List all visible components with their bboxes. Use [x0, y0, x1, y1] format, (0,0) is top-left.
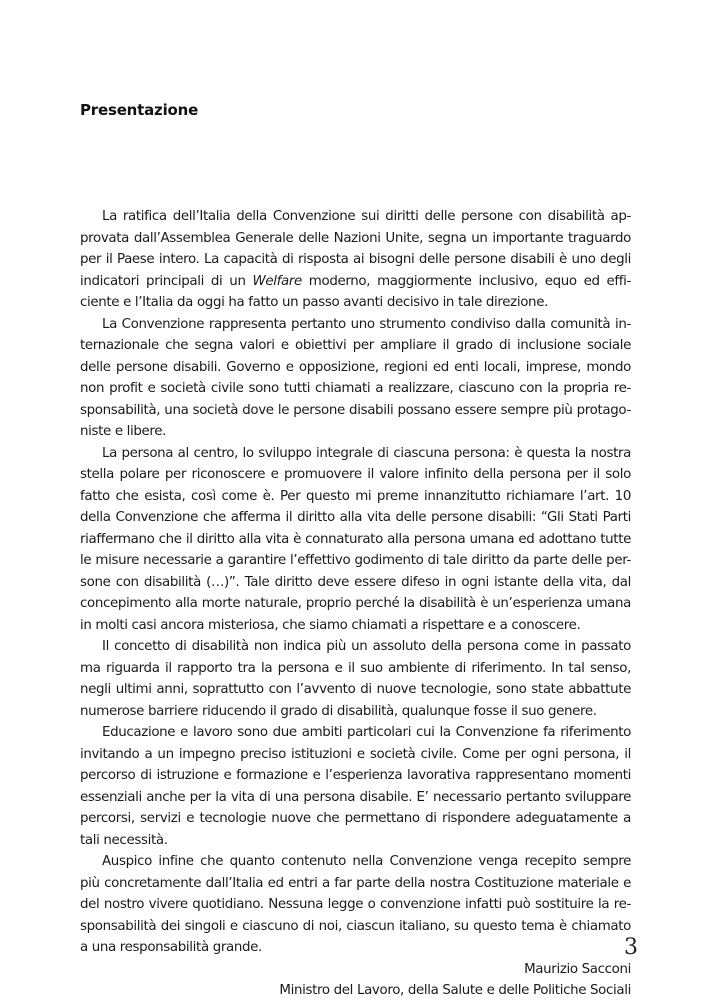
text-line: concepimento alla morte naturale, proprio perché la disabilità è un’esperienza umana — [80, 596, 631, 611]
text-line: più concretamente dall’Italia ed entri a far parte della nostra Costituzione materiale e — [80, 875, 631, 891]
text-line: sponsabilità dei singoli e ciascuno di noi, ciascun italiano, su questo tema è chiamato — [80, 918, 631, 934]
signature-role: Ministro del Lavoro, della Salute e delle Politiche Sociali — [279, 983, 631, 998]
italic-term: Welfare — [252, 273, 302, 289]
page-number: 3 — [624, 935, 638, 960]
text-line: sponsabilità, una società dove le persone disabili possano essere sempre più protago- — [80, 402, 631, 418]
page-title: Presentazione — [80, 101, 199, 119]
text-line: del nostro vivere quotidiano. Nessuna legge o convenzione infatti può sostituire la re- — [80, 897, 631, 912]
paragraph-6 — [80, 851, 631, 959]
text-line: La Convenzione rappresenta pertanto uno strumento condiviso dalla comunità in- — [102, 316, 631, 332]
text-line: fatto che esista, così come è. Per questo mi preme innanzitutto richiamare l’art. 10 — [80, 488, 631, 504]
signature-name: Maurizio Sacconi — [524, 961, 631, 977]
text-line: numerose barriere riducendo il grado di disabilità, qualunque fosse il suo genere. — [80, 703, 597, 719]
text-line: delle persone disabili. Governo e opposizione, regioni ed enti locali, imprese, mondo — [80, 359, 631, 375]
body-text — [80, 206, 631, 1002]
text-line: tali necessità. — [80, 832, 168, 848]
text-line: provata dall’Assemblea Generale delle Nazioni Unite, segna un importante traguardo — [80, 230, 631, 246]
text-line: a una responsabilità grande. — [80, 940, 262, 955]
text-line: non profit e società civile sono tutti chiamati a realizzare, ciascuno con la propria re- — [80, 381, 631, 396]
text-line: stella polare per riconoscere e promuovere il valore infinito della persona per il solo — [80, 467, 631, 482]
text-line: negli ultimi anni, soprattutto con l’avvento di nuove tecnologie, sono state abbattute — [80, 682, 631, 697]
text-line: ma riguarda il rapporto tra la persona e il suo ambiente di riferimento. In tal senso, — [80, 660, 631, 676]
text-line: La ratifica dell’Italia della Convenzione sui diritti delle persone con disabilità ap- — [102, 209, 631, 224]
text-line: ciente e l’Italia da oggi ha fatto un passo avanti decisivo in tale direzione. — [80, 295, 548, 310]
text-line: riaffermano che il diritto alla vita è connaturato alla persona umana ed adottano tutte — [80, 531, 631, 547]
text-line: invitando a un impegno preciso istituzioni e società civile. Come per ogni persona, il — [80, 746, 631, 762]
text-line: percorso di istruzione e formazione e l’esperienza lavorativa rappresentano momenti — [80, 768, 631, 783]
text-line: in molti casi ancora misteriosa, che siamo chiamati a rispettare e a conoscere. — [80, 617, 581, 633]
paragraph-5 — [80, 722, 631, 851]
text-line: per il Paese intero. La capacità di risposta ai bisogni delle persone disabili è uno degli — [80, 252, 631, 267]
paragraph-1 — [80, 206, 631, 314]
paragraph-4 — [80, 636, 631, 722]
paragraph-3 — [80, 443, 631, 637]
text-line: della Convenzione che afferma il diritto alla vita delle persone disabili: “Gli Stati Parti — [80, 510, 631, 525]
text-line: Educazione e lavoro sono due ambiti particolari cui la Convenzione fa riferimento — [102, 725, 631, 740]
text-line: le misure necessarie a garantire l’effettivo godimento di tale diritto da parte delle per- — [80, 553, 631, 568]
text-line: percorsi, servizi e tecnologie nuove che permettano di rispondere adeguatamente a — [80, 811, 631, 826]
text-line-with-italic: indicatori principali di un Welfare moderno, maggiormente inclusivo, equo ed effi- — [80, 273, 632, 289]
text-line: Auspico infine che quanto contenuto nella Convenzione venga recepito sempre — [102, 854, 631, 869]
text-line: essenziali anche per la vita di una persona disabile. E’ necessario pertanto sviluppare — [80, 789, 631, 805]
text-line: niste e libere. — [80, 424, 167, 439]
text-line: La persona al centro, lo sviluppo integrale di ciascuna persona: è questa la nostra — [102, 445, 631, 461]
text-line: sone con disabilità (…)”. Tale diritto deve essere difeso in ogni istante della vita, dal — [80, 574, 631, 590]
paragraph-2 — [80, 314, 631, 443]
text-line: Il concetto di disabilità non indica più un assoluto della persona come in passato — [102, 639, 631, 654]
text-line: ternazionale che segna valori e obiettivi per ampliare il grado di inclusione sociale — [80, 338, 631, 353]
